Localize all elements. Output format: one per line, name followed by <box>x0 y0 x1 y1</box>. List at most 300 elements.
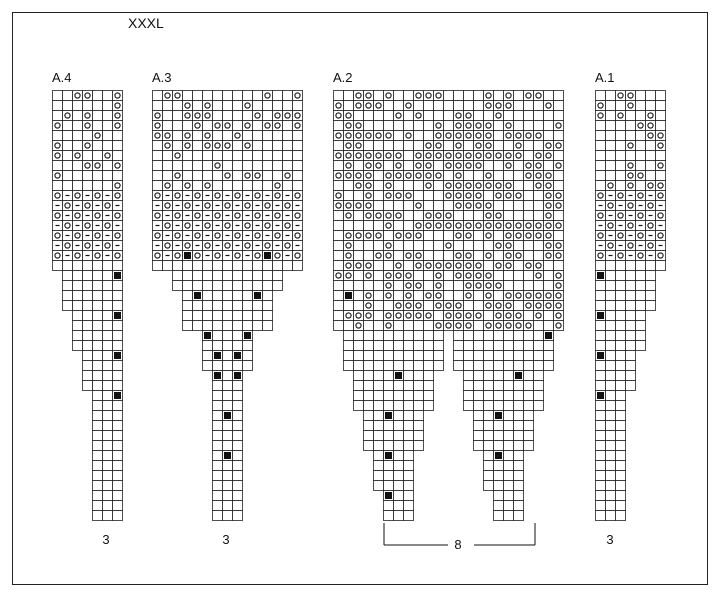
a3-cell <box>213 271 223 281</box>
a3-filled-square <box>224 412 231 419</box>
a1-cell <box>596 211 606 221</box>
a2-cell <box>434 141 444 151</box>
a1-cell <box>596 461 606 471</box>
a3-filled-square <box>244 332 251 339</box>
a1-cell <box>656 181 666 191</box>
a3-cell <box>183 201 193 211</box>
a2-cell <box>514 201 524 211</box>
a2-cell <box>424 141 434 151</box>
a2-cell <box>464 231 474 241</box>
a4-filled-square <box>114 272 121 279</box>
a1-cell <box>596 231 606 241</box>
chart-title-a1: A.1 <box>595 70 615 85</box>
a1-cell <box>616 151 626 161</box>
a3-cell <box>243 281 253 291</box>
a4-cell <box>53 171 63 181</box>
a3-cell <box>263 301 273 311</box>
a2-cell <box>404 501 414 511</box>
a3-cell <box>223 351 233 361</box>
a2-cell <box>484 431 494 441</box>
a2-cell <box>474 241 484 251</box>
a3-cell <box>293 231 303 241</box>
a2-cell <box>534 311 544 321</box>
a4-cell <box>63 131 73 141</box>
a1-cell <box>656 141 666 151</box>
a2-cell <box>394 321 404 331</box>
a3-cell <box>203 221 213 231</box>
a4-cell <box>93 91 103 101</box>
a1-cell <box>616 171 626 181</box>
a4-cell <box>103 131 113 141</box>
a2-cell <box>414 151 424 161</box>
a2-cell <box>394 201 404 211</box>
a2-cell <box>404 141 414 151</box>
a2-cell <box>474 151 484 161</box>
a1-cell <box>606 131 616 141</box>
a2-cell <box>464 221 474 231</box>
a2-cell <box>504 511 514 521</box>
a2-cell <box>514 501 524 511</box>
a2-cell <box>554 291 564 301</box>
a1-cell <box>616 401 626 411</box>
a2-cell <box>484 231 494 241</box>
a2-cell <box>474 221 484 231</box>
a2-cell <box>424 341 434 351</box>
a2-cell <box>444 91 454 101</box>
a2-cell <box>544 151 554 161</box>
a2-cell <box>394 191 404 201</box>
a2-cell <box>424 331 434 341</box>
a3-cell <box>273 161 283 171</box>
a2-cell <box>464 171 474 181</box>
a3-cell <box>253 131 263 141</box>
a4-cell <box>93 411 103 421</box>
a1-cell <box>596 491 606 501</box>
a2-cell <box>364 141 374 151</box>
a2-cell <box>364 101 374 111</box>
a1-cell <box>626 361 636 371</box>
a2-cell <box>444 161 454 171</box>
a4-cell <box>93 381 103 391</box>
a2-cell <box>384 351 394 361</box>
a2-cell <box>354 91 364 101</box>
a2-cell <box>554 161 564 171</box>
a4-cell <box>93 491 103 501</box>
a2-cell <box>474 91 484 101</box>
a1-cell <box>596 341 606 351</box>
a3-cell <box>223 91 233 101</box>
a2-cell <box>514 491 524 501</box>
a2-cell <box>344 351 354 361</box>
a4-cell <box>83 301 93 311</box>
a2-cell <box>444 291 454 301</box>
a4-cell <box>103 271 113 281</box>
a1-cell <box>626 141 636 151</box>
a4-cell <box>73 301 83 311</box>
a2-cell <box>444 111 454 121</box>
a1-cell <box>636 311 646 321</box>
a2-cell <box>504 171 514 181</box>
a1-cell <box>596 281 606 291</box>
a3-cell <box>233 251 243 261</box>
a3-cell <box>253 161 263 171</box>
a3-cell <box>243 141 253 151</box>
a4-cell <box>103 341 113 351</box>
a3-cell <box>263 131 273 141</box>
a2-cell <box>454 91 464 101</box>
a4-cell <box>103 361 113 371</box>
a2-cell <box>434 101 444 111</box>
a3-cell <box>213 431 223 441</box>
a3-cell <box>203 311 213 321</box>
a2-cell <box>494 381 504 391</box>
a1-cell <box>616 111 626 121</box>
a4-cell <box>73 161 83 171</box>
a3-cell <box>193 271 203 281</box>
a1-cell <box>616 291 626 301</box>
a2-cell <box>334 241 344 251</box>
a2-cell <box>464 401 474 411</box>
a1-cell <box>596 401 606 411</box>
a2-cell <box>514 421 524 431</box>
a2-cell <box>524 271 534 281</box>
a2-cell <box>544 311 554 321</box>
a4-cell <box>53 101 63 111</box>
a2-cell <box>524 191 534 201</box>
a2-cell <box>364 151 374 161</box>
a2-cell <box>484 241 494 251</box>
a1-cell <box>616 421 626 431</box>
a1-cell <box>596 431 606 441</box>
a3-cell <box>233 281 243 291</box>
a1-cell <box>656 231 666 241</box>
a3-cell <box>223 501 233 511</box>
a2-cell <box>414 331 424 341</box>
a3-cell <box>183 131 193 141</box>
a3-cell <box>213 451 223 461</box>
a2-cell <box>394 211 404 221</box>
a3-cell <box>213 131 223 141</box>
a2-cell <box>414 291 424 301</box>
a2-cell <box>514 301 524 311</box>
a2-cell <box>344 191 354 201</box>
a2-cell <box>544 101 554 111</box>
a4-cell <box>93 501 103 511</box>
a4-cell <box>103 291 113 301</box>
a1-cell <box>656 121 666 131</box>
a4-cell <box>113 111 123 121</box>
a1-cell <box>596 411 606 421</box>
a3-cell <box>203 161 213 171</box>
a2-cell <box>354 281 364 291</box>
a3-cell <box>183 121 193 131</box>
a1-cell <box>616 381 626 391</box>
a3-cell <box>223 161 233 171</box>
a2-cell <box>504 311 514 321</box>
a2-cell <box>354 371 364 381</box>
a3-cell <box>243 161 253 171</box>
a3-cell <box>253 311 263 321</box>
a1-cell <box>596 131 606 141</box>
a4-cell <box>103 241 113 251</box>
a2-cell <box>484 321 494 331</box>
a2-cell <box>384 291 394 301</box>
a3-cell <box>193 261 203 271</box>
a2-cell <box>544 321 554 331</box>
a2-cell <box>354 361 364 371</box>
a2-cell <box>434 311 444 321</box>
a3-cell <box>243 151 253 161</box>
a2-cell <box>364 421 374 431</box>
a2-cell <box>544 361 554 371</box>
a4-cell <box>103 451 113 461</box>
a2-cell <box>384 401 394 411</box>
a4-cell <box>113 231 123 241</box>
a2-cell <box>534 191 544 201</box>
a4-cell <box>73 101 83 111</box>
a4-cell <box>113 211 123 221</box>
a2-filled-square <box>545 332 552 339</box>
a4-cell <box>93 181 103 191</box>
a4-cell <box>113 161 123 171</box>
a4-cell <box>73 121 83 131</box>
a2-cell <box>504 91 514 101</box>
a1-cell <box>606 101 616 111</box>
a2-cell <box>434 231 444 241</box>
a2-cell <box>404 511 414 521</box>
a4-cell <box>93 141 103 151</box>
a2-cell <box>334 291 344 301</box>
a1-cell <box>606 381 616 391</box>
a2-cell <box>364 131 374 141</box>
a1-cell <box>626 291 636 301</box>
a2-cell <box>534 241 544 251</box>
a2-cell <box>364 341 374 351</box>
a1-cell <box>606 441 616 451</box>
a2-cell <box>384 381 394 391</box>
a2-cell <box>524 141 534 151</box>
a4-cell <box>73 251 83 261</box>
a2-cell <box>444 251 454 261</box>
a2-cell <box>344 131 354 141</box>
a2-cell <box>344 211 354 221</box>
a3-cell <box>233 341 243 351</box>
a2-cell <box>354 341 364 351</box>
a3-cell <box>243 311 253 321</box>
a2-cell <box>404 301 414 311</box>
a2-cell <box>534 201 544 211</box>
a2-cell <box>494 291 504 301</box>
a3-cell <box>193 121 203 131</box>
a4-cell <box>63 91 73 101</box>
a2-cell <box>364 321 374 331</box>
width-label-a4: 3 <box>102 532 110 547</box>
a2-cell <box>524 361 534 371</box>
a4-cell <box>113 141 123 151</box>
a4-cell <box>83 111 93 121</box>
a2-cell <box>514 241 524 251</box>
a2-cell <box>494 481 504 491</box>
a2-cell <box>464 101 474 111</box>
a2-cell <box>494 101 504 111</box>
a4-cell <box>103 381 113 391</box>
a2-cell <box>534 141 544 151</box>
a2-cell <box>524 211 534 221</box>
a3-cell <box>283 171 293 181</box>
a4-cell <box>93 351 103 361</box>
a3-cell <box>233 481 243 491</box>
a4-cell <box>93 421 103 431</box>
a2-cell <box>524 341 534 351</box>
a3-cell <box>243 131 253 141</box>
a2-cell <box>474 351 484 361</box>
a2-cell <box>484 261 494 271</box>
a2-cell <box>554 191 564 201</box>
a3-cell <box>223 401 233 411</box>
a2-cell <box>424 121 434 131</box>
a2-cell <box>374 131 384 141</box>
a2-cell <box>414 211 424 221</box>
a2-cell <box>394 301 404 311</box>
a2-cell <box>504 411 514 421</box>
a4-cell <box>53 211 63 221</box>
a2-cell <box>504 371 514 381</box>
a3-cell <box>293 181 303 191</box>
a2-cell <box>474 181 484 191</box>
a4-cell <box>73 181 83 191</box>
a2-cell <box>554 271 564 281</box>
a2-cell <box>504 461 514 471</box>
a2-cell <box>344 161 354 171</box>
a4-cell <box>53 91 63 101</box>
a2-cell <box>554 131 564 141</box>
a1-cell <box>596 381 606 391</box>
a2-cell <box>424 351 434 361</box>
a2-cell <box>494 211 504 221</box>
a1-cell <box>606 171 616 181</box>
a2-cell <box>414 121 424 131</box>
a1-cell <box>596 261 606 271</box>
a2-cell <box>344 331 354 341</box>
a3-cell <box>163 221 173 231</box>
a2-cell <box>394 391 404 401</box>
a2-cell <box>554 151 564 161</box>
a3-cell <box>183 101 193 111</box>
a2-cell <box>504 341 514 351</box>
a2-cell <box>454 361 464 371</box>
a1-cell <box>606 91 616 101</box>
a3-cell <box>213 511 223 521</box>
a1-filled-square <box>597 392 604 399</box>
a2-cell <box>384 431 394 441</box>
a2-cell <box>494 121 504 131</box>
a4-cell <box>93 511 103 521</box>
a4-cell <box>63 301 73 311</box>
a2-cell <box>374 391 384 401</box>
a2-cell <box>504 331 514 341</box>
a2-cell <box>524 431 534 441</box>
a3-cell <box>183 141 193 151</box>
a2-cell <box>404 291 414 301</box>
a2-cell <box>384 261 394 271</box>
a1-cell <box>596 161 606 171</box>
a2-cell <box>354 331 364 341</box>
a4-cell <box>93 291 103 301</box>
a3-cell <box>223 181 233 191</box>
a2-cell <box>484 331 494 341</box>
a3-cell <box>263 201 273 211</box>
a3-cell <box>203 151 213 161</box>
a4-cell <box>63 291 73 301</box>
a2-cell <box>444 131 454 141</box>
a1-cell <box>626 381 636 391</box>
a2-cell <box>464 251 474 261</box>
a4-cell <box>63 241 73 251</box>
a2-cell <box>414 231 424 241</box>
a1-cell <box>606 321 616 331</box>
a4-cell <box>93 121 103 131</box>
a3-cell <box>243 261 253 271</box>
a3-cell <box>213 391 223 401</box>
a3-cell <box>203 121 213 131</box>
a3-cell <box>203 301 213 311</box>
a2-cell <box>374 331 384 341</box>
a3-cell <box>263 291 273 301</box>
a4-cell <box>103 311 113 321</box>
a2-filled-square <box>385 492 392 499</box>
a3-cell <box>213 491 223 501</box>
a1-cell <box>636 291 646 301</box>
a2-cell <box>504 131 514 141</box>
a3-cell <box>223 241 233 251</box>
a3-cell <box>233 131 243 141</box>
a4-cell <box>73 211 83 221</box>
a2-cell <box>464 241 474 251</box>
a3-cell <box>203 171 213 181</box>
a1-cell <box>636 281 646 291</box>
a2-cell <box>394 361 404 371</box>
a1-cell <box>616 141 626 151</box>
a3-cell <box>223 371 233 381</box>
a2-cell <box>444 271 454 281</box>
a1-cell <box>626 131 636 141</box>
a2-cell <box>494 441 504 451</box>
a3-cell <box>223 111 233 121</box>
a4-cell <box>93 451 103 461</box>
a4-cell <box>83 101 93 111</box>
a4-cell <box>73 341 83 351</box>
a2-cell <box>544 291 554 301</box>
a1-cell <box>626 161 636 171</box>
a2-cell <box>464 351 474 361</box>
a2-cell <box>464 391 474 401</box>
a2-cell <box>384 471 394 481</box>
a2-cell <box>364 441 374 451</box>
a1-cell <box>616 251 626 261</box>
a1-cell <box>606 261 616 271</box>
a2-cell <box>494 261 504 271</box>
a2-cell <box>534 261 544 271</box>
a2-cell <box>544 141 554 151</box>
a3-cell <box>153 261 163 271</box>
a2-cell <box>474 271 484 281</box>
a3-cell <box>173 111 183 121</box>
a2-cell <box>524 121 534 131</box>
a2-cell <box>504 181 514 191</box>
a2-cell <box>414 161 424 171</box>
a1-cell <box>606 491 616 501</box>
a3-cell <box>193 171 203 181</box>
